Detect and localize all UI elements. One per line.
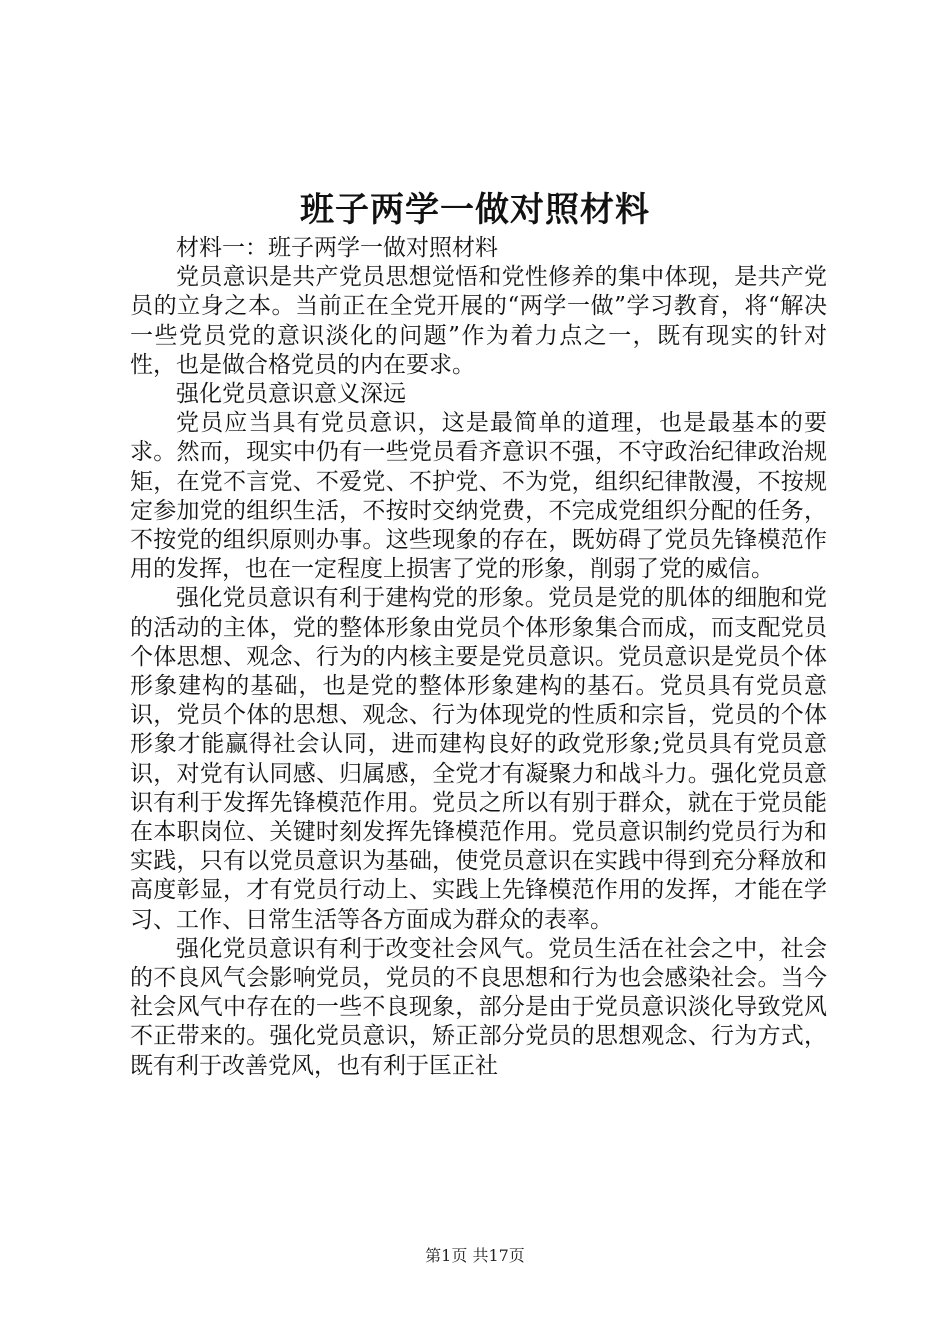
- page-number-footer: 第1页 共17页: [425, 1246, 525, 1265]
- document-title: 班子两学一做对照材料: [300, 190, 650, 230]
- paragraph-material-heading: 材料一：班子两学一做对照材料: [176, 235, 498, 261]
- paragraph-intro: 党员意识是共产党员思想觉悟和党性修养的集中体现，是共产党员的立身之本。当前正在全党开展的“两学一做”学习教育，将“解决一些党员党的意识淡化的问题”作为着力点之一，既有现实的针对性，也是做合格党员的内在要求。: [130, 264, 827, 378]
- paragraph-social-atmosphere: 强化党员意识有利于改变社会风气。党员生活在社会之中，社会的不良风气会影响党员，党员的不良思想和行为也会感染社会。当今社会风气中存在的一些不良现象，部分是由于党员意识淡化导致党风不正带来的。强化党员意识，矫正部分党员的思想观念、行为方式，既有利于改善党风，也有利于匡正社: [130, 935, 827, 1079]
- section-heading: 强化党员意识意义深远: [176, 381, 406, 408]
- paragraph-requirements: 党员应当具有党员意识，这是最简单的道理，也是最基本的要求。然而，现实中仍有一些党员看齐意识不强，不守政治纪律政治规矩，在党不言党、不爱党、不护党、不为党，组织纪律散漫，不按规定参加党的组织生活，不按时交纳党费，不完成党组织分配的任务，不按党的组织原则办事。这些现象的存在，既妨碍了党员先锋模范作用的发挥，也在一定程度上损害了党的形象，削弱了党的威信。: [130, 410, 827, 583]
- document-body: [130, 234, 827, 1081]
- paragraph-party-image: 强化党员意识有利于建构党的形象。党员是党的肌体的细胞和党的活动的主体，党的整体形象由党员个体形象集合而成，而支配党员个体思想、观念、行为的内核主要是党员意识。党员意识是党员个体形象建构的基础，也是党的整体形象建构的基石。党员具有党员意识，党员个体的思想、观念、行为体现党的性质和宗旨，党员的个体形象才能赢得社会认同，进而建构良好的政党形象;党员具有党员意识，对党有认同感、归属感，全党才有凝聚力和战斗力。强化党员意识有利于发挥先锋模范作用。党员之所以有别于群众，就在于党员能在本职岗位、关键时刻发挥先锋模范作用。党员意识制约党员行为和实践，只有以党员意识为基础，使党员意识在实践中得到充分释放和高度彰显，才有党员行动上、实践上先锋模范作用的发挥，才能在学习、工作、日常生活等各方面成为群众的表率。: [130, 585, 827, 933]
